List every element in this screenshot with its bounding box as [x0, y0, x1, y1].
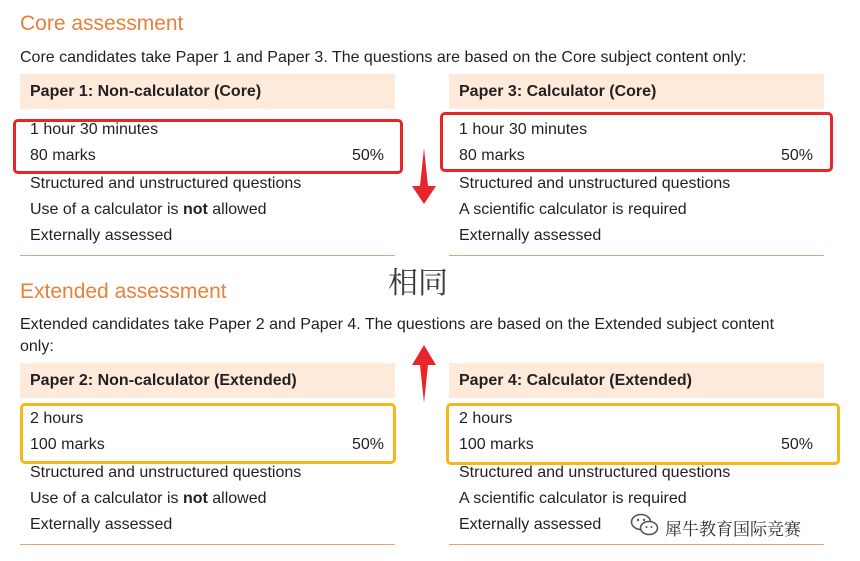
- same-annotation-label: 相同: [388, 266, 448, 301]
- paper-1-questions: Structured and unstructured questions: [30, 175, 302, 192]
- extended-section-title: Extended assessment: [20, 280, 227, 303]
- paper-3-assessment: Externally assessed: [459, 227, 602, 244]
- paper-1-weight: 50%: [351, 147, 384, 164]
- watermark-text: 犀牛教育国际竞赛: [665, 520, 801, 539]
- paper-3-questions: Structured and unstructured questions: [459, 175, 731, 192]
- core-intro: Core candidates take Paper 1 and Paper 3. The questions are based on the Core subject content only:: [20, 49, 747, 66]
- paper-2-marks: 100 marks: [30, 436, 105, 453]
- paper-3-highlight-box: [440, 112, 833, 172]
- paper-4-highlight-box: [446, 403, 840, 465]
- paper-3-duration: 1 hour 30 minutes: [459, 121, 588, 138]
- paper-3-marks: 80 marks: [459, 147, 525, 164]
- paper-2-divider: [20, 544, 395, 545]
- paper-1-marks: 80 marks: [30, 147, 96, 164]
- core-section-title: Core assessment: [20, 12, 184, 35]
- paper-4-calculator-rule: A scientific calculator is required: [459, 490, 687, 507]
- extended-intro-line-2: only:: [20, 338, 54, 355]
- arrow-down-icon: [410, 146, 438, 206]
- paper-1-divider: [20, 255, 395, 256]
- paper-3-heading: Paper 3: Calculator (Core): [449, 74, 824, 109]
- paper-2-calculator-rule: Use of a calculator is not allowed: [30, 490, 267, 507]
- paper-3-calculator-rule: A scientific calculator is required: [459, 201, 687, 218]
- paper-1-assessment: Externally assessed: [30, 227, 173, 244]
- paper-3-weight: 50%: [780, 147, 813, 164]
- paper-3-divider: [449, 255, 824, 256]
- paper-1-highlight-box: [13, 119, 403, 174]
- paper-2-heading: Paper 2: Non-calculator (Extended): [20, 363, 395, 398]
- paper-1-duration: 1 hour 30 minutes: [30, 121, 159, 138]
- extended-intro-line-1: Extended candidates take Paper 2 and Paper 4. The questions are based on the Extended subject content: [20, 316, 775, 333]
- wechat-icon: [630, 512, 660, 538]
- paper-4-questions: Structured and unstructured questions: [459, 464, 731, 481]
- paper-4-weight: 50%: [780, 436, 813, 453]
- paper-2-questions: Structured and unstructured questions: [30, 464, 302, 481]
- paper-1-heading: Paper 1: Non-calculator (Core): [20, 74, 395, 109]
- arrow-up-icon: [410, 343, 438, 405]
- paper-4-assessment: Externally assessed: [459, 516, 602, 533]
- paper-4-divider: [449, 544, 824, 545]
- paper-2-duration: 2 hours: [30, 410, 84, 427]
- paper-2-assessment: Externally assessed: [30, 516, 173, 533]
- paper-2-weight: 50%: [351, 436, 384, 453]
- paper-4-duration: 2 hours: [459, 410, 513, 427]
- paper-4-marks: 100 marks: [459, 436, 534, 453]
- paper-4-heading: Paper 4: Calculator (Extended): [449, 363, 824, 398]
- paper-1-calculator-rule: Use of a calculator is not allowed: [30, 201, 267, 218]
- paper-2-highlight-box: [20, 403, 396, 464]
